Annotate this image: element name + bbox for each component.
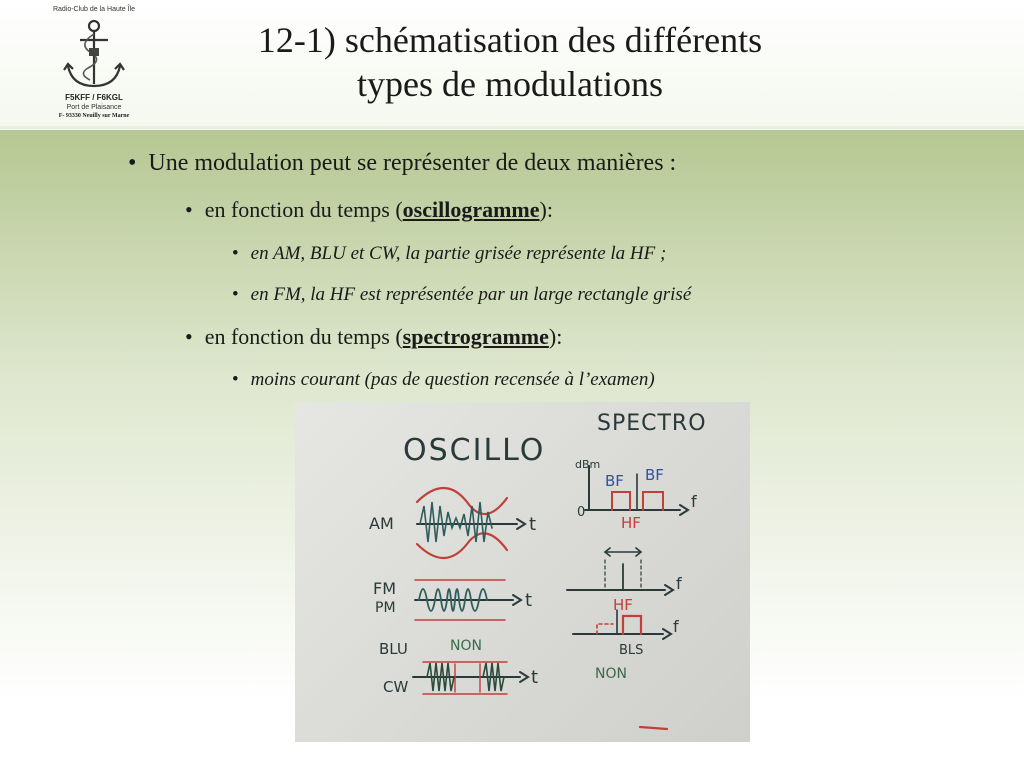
label-non-spectro: NON: [595, 666, 627, 682]
label-bf-right: BF: [645, 466, 664, 484]
logo-callsign: F5KFF / F6KGL: [65, 93, 123, 102]
keyword-oscillogramme: oscillogramme: [402, 197, 540, 222]
bullet-level1-representations: [128, 150, 676, 177]
label-blu: BLU: [379, 640, 408, 658]
label-bf-left: BF: [605, 472, 624, 490]
label-zero: 0: [577, 505, 586, 520]
logo-club-name: Radio-Club de la Haute Île: [52, 6, 136, 13]
bullet-marker: •: [232, 284, 239, 305]
header-divider: [0, 126, 1024, 129]
cw-axis-arrow: [520, 672, 528, 682]
label-spectro-fm-f: f: [676, 574, 682, 593]
bullet-marker: •: [232, 369, 239, 390]
bullet-level3-fm: [232, 284, 691, 306]
label-hf-am: HF: [621, 514, 641, 532]
slide-header: [0, 0, 1024, 130]
bullet-marker: •: [128, 150, 137, 176]
bullet-level3-moins-courant: [232, 369, 655, 391]
bullet-text-post: ):: [539, 197, 553, 222]
spectro-blu-suppressed-band: [597, 624, 613, 634]
label-am-t: t: [529, 514, 537, 535]
bullet-level2-oscillogramme: [185, 197, 553, 223]
bullet-marker: •: [232, 243, 239, 264]
bullet-text: en AM, BLU et CW, la partie grisée représente la HF ;: [250, 243, 667, 264]
bullet-text-pre: en fonction du temps (: [204, 197, 403, 222]
bullet-text-pre: en fonction du temps (: [204, 324, 403, 349]
spectro-am-lower-sideband: [612, 492, 630, 510]
label-spectro-am-f: f: [691, 492, 697, 511]
label-spectro-blu-f: f: [673, 617, 679, 636]
title-line-1: 12-1) schématisation des différents: [257, 20, 763, 60]
anchor-icon: [60, 18, 128, 92]
club-logo: [36, 6, 152, 122]
label-dbm: dBm: [575, 458, 601, 471]
fm-axis-arrow: [513, 595, 521, 605]
whiteboard-sketch: [295, 402, 750, 742]
am-carrier-wave: [420, 502, 492, 542]
am-axis-arrow: [517, 519, 525, 529]
bullet-text: moins courant (pas de question recensée à l’examen): [250, 369, 655, 390]
whiteboard-photo: [295, 402, 750, 742]
spectro-am-upper-sideband: [643, 492, 663, 510]
label-non-oscillo: NON: [450, 638, 482, 654]
label-hf-fm: HF: [613, 596, 633, 614]
keyword-spectrogramme: spectrogramme: [402, 324, 549, 349]
stray-marker-stroke: [640, 727, 667, 729]
label-pm: PM: [375, 600, 396, 616]
bullet-text: Une modulation peut se représenter de deux manières :: [148, 150, 677, 176]
slide-title: [150, 18, 870, 106]
bullet-marker: •: [185, 324, 193, 349]
label-oscillo: OSCILLO: [403, 433, 546, 468]
label-fm: FM: [373, 579, 397, 598]
label-cw-t: t: [531, 667, 539, 688]
label-fm-t: t: [525, 590, 533, 611]
cw-burst-1: [427, 663, 454, 691]
label-spectro: SPECTRO: [597, 411, 707, 436]
label-bls: BLS: [619, 643, 644, 658]
spectro-fm-axis-arrow: [665, 585, 673, 595]
spectro-blu-upper-sideband: [623, 616, 641, 634]
title-line-2: types de modulations: [357, 64, 663, 104]
bullet-level2-spectrogramme: [185, 324, 562, 350]
spectro-am-axis-arrow: [680, 505, 688, 515]
bullet-level3-am-blu-cw: [232, 243, 666, 265]
bullet-text: en FM, la HF est représentée par un large rectangle grisé: [250, 284, 692, 305]
am-envelope-bottom: [417, 533, 507, 558]
spectro-blu-axis-arrow: [663, 629, 671, 639]
label-am: AM: [369, 514, 394, 533]
logo-port: Port de Plaisance: [66, 104, 122, 111]
bullet-text-post: ):: [548, 324, 563, 349]
bullet-marker: •: [185, 197, 193, 222]
label-cw: CW: [383, 678, 409, 696]
logo-address: F- 93330 Neuilly sur Marne: [58, 113, 130, 119]
